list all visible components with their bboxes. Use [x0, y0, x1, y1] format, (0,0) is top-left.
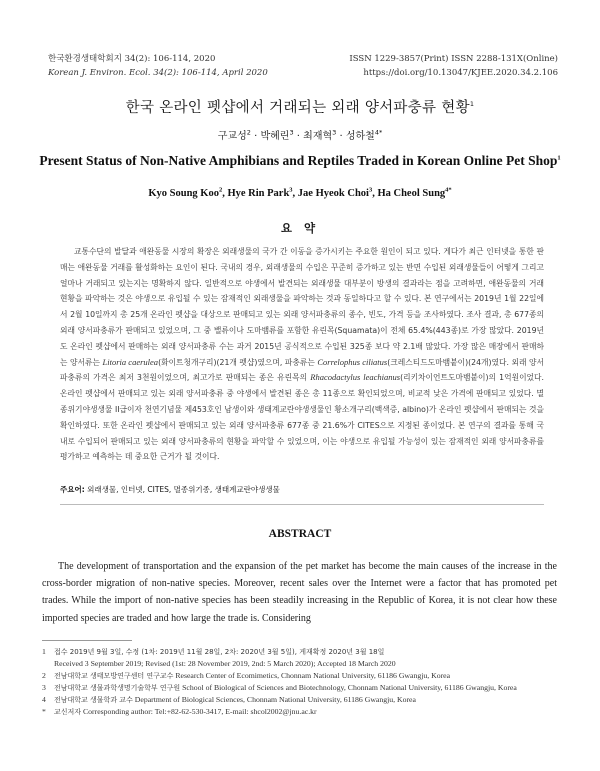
doi-link[interactable]: https://doi.org/10.13047/KJEE.2020.34.2.106	[363, 68, 558, 78]
abstract-ko-paragraph	[60, 244, 544, 465]
title-en-footnote-mark: 1	[557, 154, 561, 162]
author-affiliation-mark: 4*	[445, 186, 452, 194]
author-affiliation-mark: 3	[289, 128, 294, 137]
footnote-ko: 전남대학교 생태모방연구센터 연구교수	[54, 672, 174, 680]
journal-citation	[48, 52, 268, 80]
species-name: Correlophus ciliatus	[317, 356, 388, 367]
keywords-label: 주요어:	[60, 485, 85, 494]
abstract-en-heading: ABSTRACT	[268, 528, 332, 540]
footnote-en: Corresponding author: Tel:+82-62-530-3417, E-mail: shcol2002@jnu.ac.kr	[83, 707, 317, 716]
author-separator: ·	[339, 131, 343, 142]
species-name: Litoria caerulea	[102, 356, 159, 367]
keywords-text: 외래생물, 인터넷, CITES, 멸종위기종, 생태계교란야생생물	[87, 485, 280, 494]
footnote-ko: 전남대학교 생물학과 교수	[54, 696, 133, 704]
issn: ISSN 1229-3857(Print) ISSN 2288-131X(Online)	[349, 54, 558, 64]
footnote-mark: *	[42, 707, 46, 716]
journal-name-en: Korean J. Environ. Ecol. 34(2): 106-114, April 2020	[48, 68, 268, 78]
author-en: Hye Rin Park	[227, 188, 290, 199]
title-ko-footnote-mark: 1	[469, 100, 475, 109]
footnote	[42, 682, 557, 694]
author-en: Jae Hyeok Choi	[297, 188, 369, 199]
paper-title-en	[0, 153, 600, 169]
author-en: Ha Cheol Sung	[377, 188, 446, 199]
abstract-ko-text: (크레스티드도마뱀붙이)(24개)였다. 외래 양서파충류의 가격은 최저 3천원이었으며, 최고가로 판매되는 종은 유린목의	[60, 357, 544, 383]
author-affiliation-mark: 4*	[374, 128, 383, 137]
species-name: Rhacodactylus leachianus	[310, 372, 401, 383]
journal-identifiers	[349, 52, 558, 80]
author-ko: 구교성	[217, 131, 247, 142]
author-en: Kyo Soung Koo	[148, 188, 219, 199]
author-ko: 성하철	[345, 131, 375, 142]
footnote-ko: 전남대학교 생물과학생명기술학부 연구원	[54, 684, 181, 692]
author-list-en	[0, 188, 600, 199]
author-list-ko	[0, 127, 600, 142]
author-separator: ,	[222, 188, 225, 199]
author-affiliation-mark: 2	[246, 128, 251, 137]
footnote	[42, 694, 557, 706]
abstract-ko-text: (화이트청개구리)(21개 펫샵)였으며, 파충류는	[158, 357, 318, 367]
footnote-mark: 3	[42, 683, 46, 692]
footnote-mark: 1	[42, 647, 46, 656]
footnote-en: Department of Biological Sciences, Chonnam National University, 61186 Gwangju, Korea	[134, 695, 416, 704]
abstract-ko-text: 교통수단의 발달과 애완동물 시장의 확장은 외래생물의 국가 간 이동을 증가시키는 주요한 원인이 되고 있다. 게다가 최근 인터넷을 통한 판매는 애완동물 거래를 활성화하는 요인이 된다. 국내의 경우, 외래생물의 수입은 꾸준히 증가하고 있는 반면 수입된 외래생물들이 어떻게 그리고 얼마나 거래되고 있는지는 명확하지 않다. 일반적으로 야생에서 발견되는 외래생물 대부분이 방생의 결과라는 점을 고려하면, 애완동물의 거래 현황을 파악하는 것은 야생으로 유입될 수 있는 잠재적인 외래생물을 파악하는 것과 동일하다고 할 수 있다. 본 연구에서는 2019년 1월 22일에서 2월 10일까지 총 25개 온라인 펫샵을 대상으로 판매되고 있는 외래 양서파충류의 종수, 빈도, 가격 등을 조사하였다. 조사 결과, 총 677종의 외래 양서파충류가 판매되고 있었으며, 그 중 밸류이나 도마뱀류를 포함한 유린목(Squamata)이 전체 65.4%(443종)로 가장 많았다. 2019년도 온라인 펫샵에서 판매하는 외래 양서파충류 수는 과거 2015년 공식적으로 수입된 325종 보다 약 2.1배 많았다. 가장 많은 매장에서 판매하는 양서류는	[60, 247, 544, 367]
title-en-text: Present Status of Non-Native Amphibians and Reptiles Traded in Korean Online Pet Shop	[39, 153, 558, 168]
keywords-line	[60, 484, 544, 495]
footnote-ko: 접수 2019년 9월 3일, 수정 (1차: 2019년 11월 28일, 2차: 2020년 3월 5일), 게재확정 2020년 3월 18일	[54, 648, 385, 656]
abstract-ko-text: (리키차이언트도마뱀붙이)의 1억원이었다. 온라인 펫샵에서 판매되고 있는 외래 양서파충류 중 야생에서 발견된 종은 총 11종으로 확인되었으며, 비교적 낮은 가격에 판매되고 있었다. 멸종위기야생생물 II급이자 천연기념물 제453호인 남생이와 생태계교란야생생물인 황소개구리(백색증, albino)가 온라인 펫샵에서 판매되는 것을 확인하였다. 또한 온라인 펫샵에서 판매되고 있는 외래 양서파충류 677종 중 21.6%가 CITES으로 지정된 종이었다. 본 연구의 결과를 통해 국내로 수입되어 판매되고 있는 외래 양서파충류의 현황을 파악할 수 있었으며, 이는 야생으로 유입될 가능성이 있는 잠재적인 외래 양서파충류를 평가하고 예측하는 데 중요한 근거가 될 것이다.	[60, 373, 544, 462]
abstract-en	[42, 558, 557, 627]
footnote-mark: 4	[42, 695, 46, 704]
abstract-en-paragraph: The development of transportation and the expansion of the pet market has become the main causes of the increase in the cross-border migration of non-native species. Moreover, recent sales over the Internet were a factor that has promoted pet trades. While the import of non-native species has been steadily increasing in the Republic of Korea, it is not clear how these imported species are traded and how large the trade is. Considering	[42, 561, 557, 624]
abstract-ko-heading: 요 약	[280, 221, 320, 235]
author-affiliation-mark: 2	[218, 186, 223, 194]
author-separator: ·	[254, 131, 258, 142]
author-affiliation-mark: 3	[368, 186, 373, 194]
title-ko-text: 한국 온라인 펫샵에서 거래되는 외래 양서파충류 현황	[125, 100, 470, 116]
footnote-en: Research Center of Ecomimetics, Chonnam National University, 61186 Gwangju, Korea	[175, 671, 451, 680]
author-ko: 최재혁	[303, 131, 333, 142]
footnote-mark: 2	[42, 671, 46, 680]
author-affiliation-mark: 3	[289, 186, 293, 194]
footnote-en: Received 3 September 2019; Revised (1st: 28 November 2019, 2nd: 5 March 2020); Accepted 18 March 2020	[54, 659, 396, 668]
footnote	[42, 670, 557, 682]
journal-name-ko: 한국환경생태학회지 34(2): 106-114, 2020	[48, 54, 216, 64]
author-separator: ,	[292, 188, 296, 199]
paper-title-ko	[0, 96, 600, 117]
footnote	[42, 646, 557, 670]
footnote-en: School of Biological of Sciences and Biotechnology, Chonnam National University, 61186 Gwangju, Korea	[182, 683, 517, 692]
author-affiliation-mark: 3	[332, 128, 337, 137]
section-divider	[60, 504, 544, 505]
footnote-rule	[42, 640, 132, 641]
author-separator: ·	[296, 131, 300, 142]
author-ko: 박혜린	[260, 131, 290, 142]
footnote-ko: 교신저자	[54, 708, 82, 716]
author-separator: ,	[372, 188, 375, 199]
abstract-ko	[60, 244, 544, 465]
footnotes	[42, 646, 557, 718]
footnote	[42, 706, 557, 718]
